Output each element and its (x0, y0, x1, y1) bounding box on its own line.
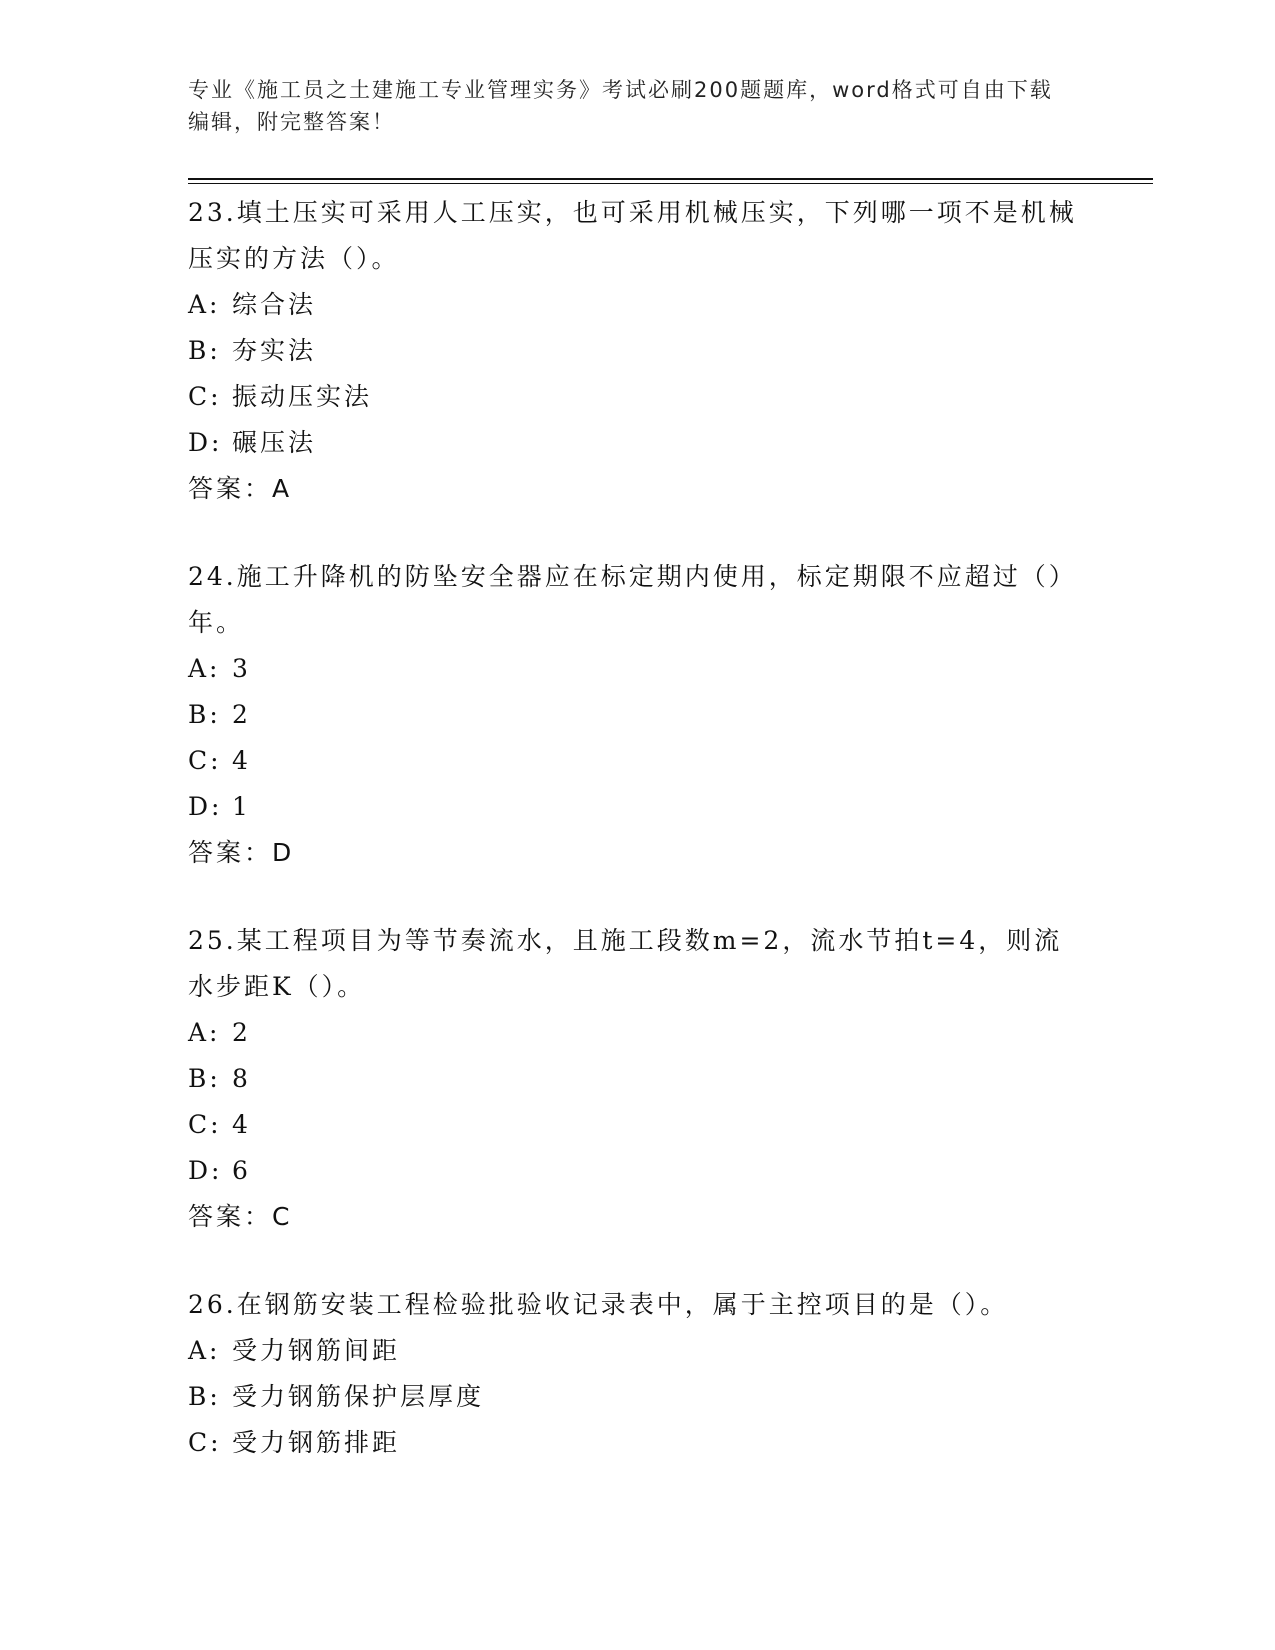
option-text: 2 (232, 1018, 251, 1047)
header-rule-thin (188, 183, 1153, 184)
option-text: 2 (232, 700, 251, 729)
option-c (188, 738, 1078, 784)
option-text: 受力钢筋排距 (232, 1428, 401, 1457)
option-letter: A: (188, 1018, 221, 1047)
option-c (188, 1420, 1078, 1466)
answer-line: 答案：A (188, 474, 293, 503)
option-letter: B: (188, 1064, 221, 1093)
option-text: 8 (232, 1064, 251, 1093)
option-text: 6 (232, 1156, 251, 1185)
question-stem: 23.填土压实可采用人工压实，也可采用机械压实，下列哪一项不是机械压实的方法（）。 (188, 198, 1077, 273)
option-letter: C: (188, 1110, 222, 1139)
option-b (188, 1374, 1078, 1420)
question-stem: 25.某工程项目为等节奏流水，且施工段数m=2，流水节拍t=4，则流水步距K（）。 (188, 926, 1063, 1001)
option-letter: A: (188, 654, 221, 683)
option-letter: B: (188, 1382, 221, 1411)
option-b (188, 692, 1078, 738)
option-b (188, 1056, 1078, 1102)
option-a (188, 1328, 1078, 1374)
question-list (188, 190, 1078, 1508)
option-d (188, 784, 1078, 830)
option-letter: C: (188, 1428, 222, 1457)
option-letter: A: (188, 290, 221, 319)
option-a (188, 282, 1078, 328)
option-text: 碾压法 (232, 428, 317, 457)
option-letter: C: (188, 746, 222, 775)
option-letter: B: (188, 700, 221, 729)
option-text: 3 (232, 654, 251, 683)
question-stem: 26.在钢筋安装工程检验批验收记录表中，属于主控项目的是（）。 (188, 1290, 1009, 1319)
document-header: 专业《施工员之土建施工专业管理实务》考试必刷200题题库，word格式可自由下载编辑，附完整答案！ (188, 78, 1053, 134)
option-letter: D: (188, 792, 223, 821)
option-d (188, 420, 1078, 466)
option-letter: D: (188, 1156, 223, 1185)
option-text: 振动压实法 (232, 382, 373, 411)
option-text: 夯实法 (232, 336, 317, 365)
header-rule-thick (188, 178, 1153, 180)
option-letter: A: (188, 1336, 221, 1365)
option-a (188, 1010, 1078, 1056)
option-text: 受力钢筋间距 (232, 1336, 401, 1365)
option-letter: B: (188, 336, 221, 365)
question-24 (188, 554, 1078, 876)
option-c (188, 1102, 1078, 1148)
option-c (188, 374, 1078, 420)
option-text: 4 (232, 1110, 251, 1139)
answer-line: 答案：D (188, 838, 295, 867)
option-b (188, 328, 1078, 374)
option-letter: C: (188, 382, 222, 411)
option-text: 4 (232, 746, 251, 775)
question-25 (188, 918, 1078, 1240)
question-stem: 24.施工升降机的防坠安全器应在标定期内使用，标定期限不应超过（）年。 (188, 562, 1077, 637)
option-text: 综合法 (232, 290, 317, 319)
option-letter: D: (188, 428, 223, 457)
option-text: 受力钢筋保护层厚度 (232, 1382, 485, 1411)
answer-line: 答案：C (188, 1202, 293, 1231)
option-d (188, 1148, 1078, 1194)
option-a (188, 646, 1078, 692)
option-text: 1 (232, 792, 251, 821)
question-23 (188, 190, 1078, 512)
question-26 (188, 1282, 1078, 1466)
